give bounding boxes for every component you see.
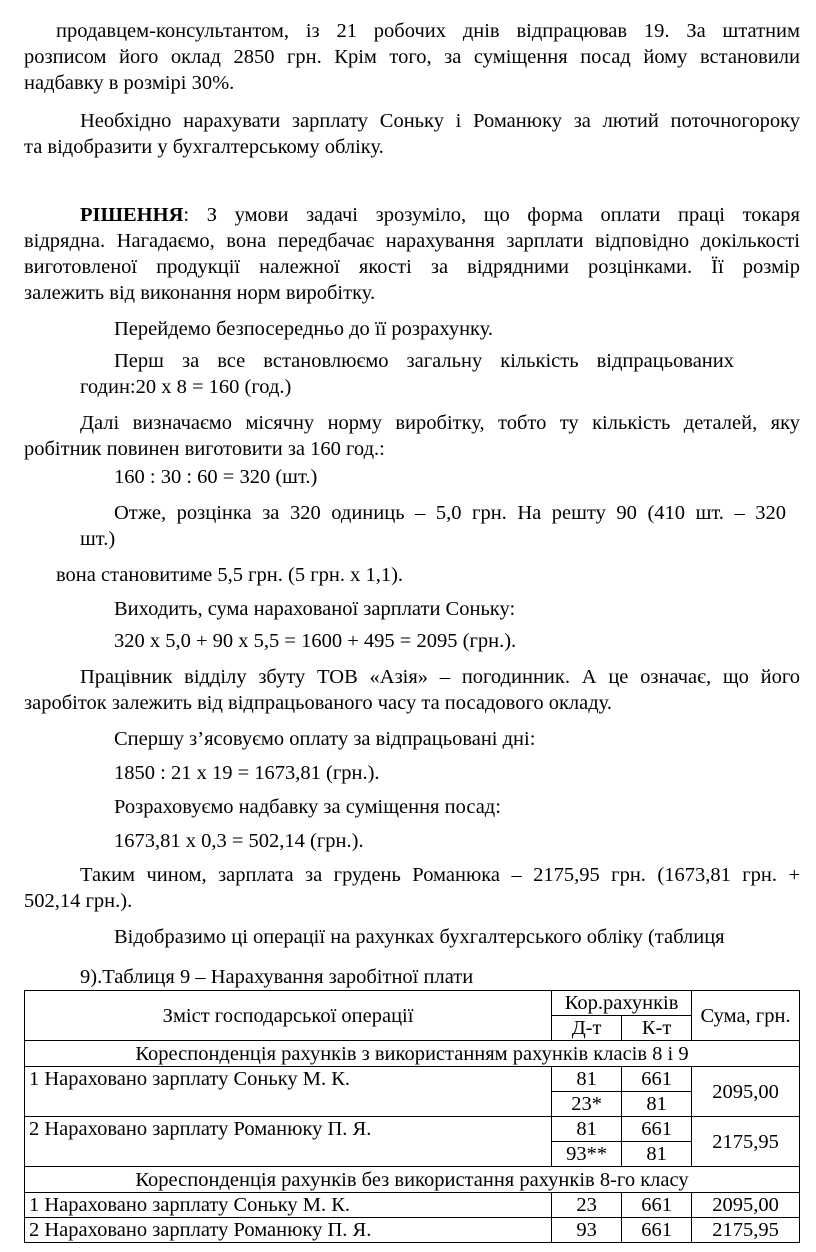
header-accounts: Кор.рахунків <box>552 991 692 1016</box>
credit-cell: 81 <box>622 1092 692 1117</box>
paragraph-line: Відобразимо ці операції на рахунках бухгалтерського обліку (таблиця <box>114 926 725 948</box>
debit-cell: 23 <box>552 1193 622 1218</box>
paragraph-line: надбавку в розмірі 30%. <box>24 72 235 94</box>
header-operation: Зміст господарської операції <box>25 991 552 1041</box>
sum-cell: 2175,95 <box>692 1218 800 1243</box>
paragraph-line: та відобразити у бухгалтерському обліку. <box>24 136 384 158</box>
paragraph-line: продавцем-консультантом, із 21 робочих днів відпрацював 19. За штатним <box>56 20 800 42</box>
credit-cell: 661 <box>622 1067 692 1092</box>
header-credit: К-т <box>622 1016 692 1041</box>
credit-cell: 661 <box>622 1218 692 1243</box>
salary-table <box>24 990 800 1243</box>
credit-cell: 661 <box>622 1193 692 1218</box>
operation-cell: 2 Нараховано зарплату Романюку П. Я. <box>25 1117 552 1167</box>
credit-cell: 81 <box>622 1142 692 1167</box>
formula-line: 1850 : 21 х 19 = 1673,81 (грн.). <box>114 762 380 784</box>
paragraph-line: робітник повинен виготовити за 160 год.: <box>24 438 385 460</box>
solution-label: РІШЕННЯ <box>80 204 184 226</box>
paragraph-line: Працівник відділу збуту ТОВ «Азія» – погодинник. А це означає, що його <box>80 666 800 688</box>
paragraph-line: вона становитиме 5,5 грн. (5 грн. х 1,1). <box>56 564 404 586</box>
debit-cell: 93 <box>552 1218 622 1243</box>
paragraph-line: залежить від виконання норм виробітку. <box>24 282 376 304</box>
paragraph-line: шт.) <box>80 528 116 550</box>
operation-cell: 2 Нараховано зарплату Романюку П. Я. <box>25 1218 552 1243</box>
sum-cell: 2175,95 <box>692 1117 800 1167</box>
paragraph-line: 502,14 грн.). <box>24 890 133 912</box>
debit-cell: 23* <box>552 1092 622 1117</box>
paragraph-line: Виходить, сума нарахованої зарплати Соньку: <box>114 598 516 620</box>
header-debit: Д-т <box>552 1016 622 1041</box>
paragraph-line: Перш за все встановлюємо загальну кількість відпрацьованих <box>114 350 734 372</box>
paragraph-line: заробіток залежить від відпрацьованого часу та посадового окладу. <box>24 692 613 714</box>
debit-cell: 81 <box>552 1067 622 1092</box>
paragraph-line: відрядна. Нагадаємо, вона передбачає нарахування зарплати відповідно докількості <box>24 230 800 252</box>
solution-line <box>80 202 800 228</box>
solution-text: : З умови задачі зрозуміло, що форма оплати праці токаря <box>183 204 800 226</box>
credit-cell: 661 <box>622 1117 692 1142</box>
paragraph-line: Спершу з’ясовуємо оплату за відпрацьовані дні: <box>114 728 536 750</box>
section-row: Кореспонденція рахунків з використанням рахунків класів 8 і 9 <box>25 1041 800 1067</box>
formula-line: 1673,81 х 0,3 = 502,14 (грн.). <box>114 830 364 852</box>
paragraph-line: Перейдемо безпосередньо до її розрахунку. <box>114 318 494 340</box>
debit-cell: 93** <box>552 1142 622 1167</box>
paragraph-line: Отже, розцінка за 320 одиниць – 5,0 грн. На решту 90 (410 шт. – 320 <box>114 502 786 524</box>
operation-cell: 1 Нараховано зарплату Соньку М. К. <box>25 1193 552 1218</box>
paragraph-line: Далі визначаємо місячну норму виробітку, тобто ту кількість деталей, яку <box>80 412 800 434</box>
paragraph-line: Необхідно нарахувати зарплату Соньку і Романюку за лютий поточногороку <box>80 110 800 132</box>
table-caption: 9).Таблиця 9 – Нарахування заробітної плати <box>80 966 474 988</box>
paragraph-line: розписом його оклад 2850 грн. Крім того, за суміщення посад йому встановили <box>24 46 800 68</box>
sum-cell: 2095,00 <box>692 1193 800 1218</box>
paragraph-line: виготовленої продукції належної якості за відрядними розцінками. Її розмір <box>24 256 800 278</box>
paragraph-line: годин:20 х 8 = 160 (год.) <box>80 376 292 398</box>
formula-line: 160 : 30 : 60 = 320 (шт.) <box>114 466 318 488</box>
paragraph-line: Таким чином, зарплата за грудень Романюка – 2175,95 грн. (1673,81 грн. + <box>80 864 800 886</box>
section-row: Кореспонденція рахунків без використання рахунків 8-го класу <box>25 1167 800 1193</box>
formula-line: 320 х 5,0 + 90 х 5,5 = 1600 + 495 = 2095 (грн.). <box>114 630 517 652</box>
debit-cell: 81 <box>552 1117 622 1142</box>
operation-cell: 1 Нараховано зарплату Соньку М. К. <box>25 1067 552 1117</box>
header-sum: Сума, грн. <box>692 991 800 1041</box>
paragraph-line: Розраховуємо надбавку за суміщення посад: <box>114 796 501 818</box>
sum-cell: 2095,00 <box>692 1067 800 1117</box>
